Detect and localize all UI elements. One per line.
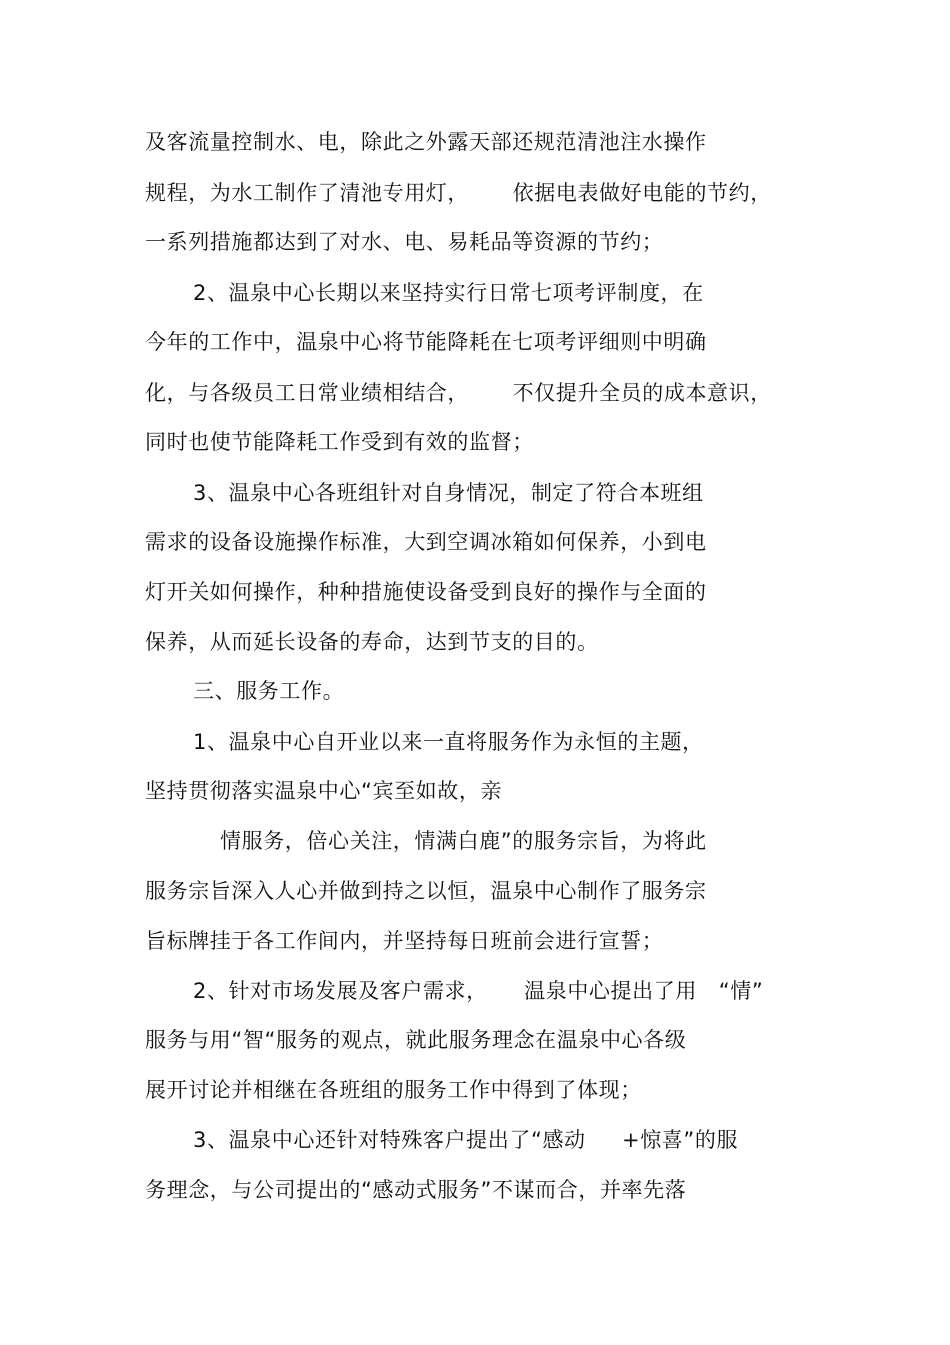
text-line-21: 3、温泉中心还针对特殊客户提出了“感动 +惊喜”的服	[193, 1128, 739, 1152]
text-line-5: 今年的工作中，温泉中心将节能降耗在七项考评细则中明确	[145, 330, 707, 354]
section-heading: 三、服务工作。	[193, 679, 345, 703]
text-line-6: 化，与各级员工日常业绩相结合， 不仅提升全员的成本意识，	[145, 381, 772, 405]
text-line-18: 2、针对市场发展及客户需求， 温泉中心提出了用 “情”	[193, 979, 764, 1003]
text-line-10: 灯开关如何操作，种种措施使设备受到良好的操作与全面的	[145, 580, 707, 604]
text-line-22: 务理念，与公司提出的“感动式服务”不谋而合，并率先落	[145, 1178, 687, 1202]
text-line-13: 1、温泉中心自开业以来一直将服务作为永恒的主题，	[193, 730, 704, 754]
text-line-3: 一系列措施都达到了对水、电、易耗品等资源的节约；	[145, 230, 664, 254]
text-line-16: 服务宗旨深入人心并做到持之以恒，温泉中心制作了服务宗	[145, 879, 707, 903]
text-line-19: 服务与用“智“服务的观点，就此服务理念在温泉中心各级	[145, 1028, 687, 1052]
text-line-7: 同时也使节能降耗工作受到有效的监督；	[145, 430, 534, 454]
text-line-11: 保养，从而延长设备的寿命，达到节支的目的。	[145, 630, 599, 654]
text-line-9: 需求的设备设施操作标准，大到空调冰箱如何保养，小到电	[145, 530, 707, 554]
text-line-8: 3、温泉中心各班组针对自身情况，制定了符合本班组	[193, 481, 704, 505]
text-line-17: 旨标牌挂于各工作间内，并坚持每日班前会进行宣誓；	[145, 929, 664, 953]
text-line-20: 展开讨论并相继在各班组的服务工作中得到了体现；	[145, 1078, 642, 1102]
text-line-4: 2、温泉中心长期以来坚持实行日常七项考评制度，在	[193, 281, 704, 305]
text-line-15: 情服务，倍心关注，情满白鹿”的服务宗旨，为将此	[220, 829, 707, 853]
text-line-2: 规程，为水工制作了清池专用灯， 依据电表做好电能的节约，	[145, 181, 772, 205]
text-line-1: 及客流量控制水、电，除此之外露天部还规范清池注水操作	[145, 130, 707, 154]
text-line-14: 坚持贯彻落实温泉中心“宾至如故，亲	[145, 779, 503, 803]
